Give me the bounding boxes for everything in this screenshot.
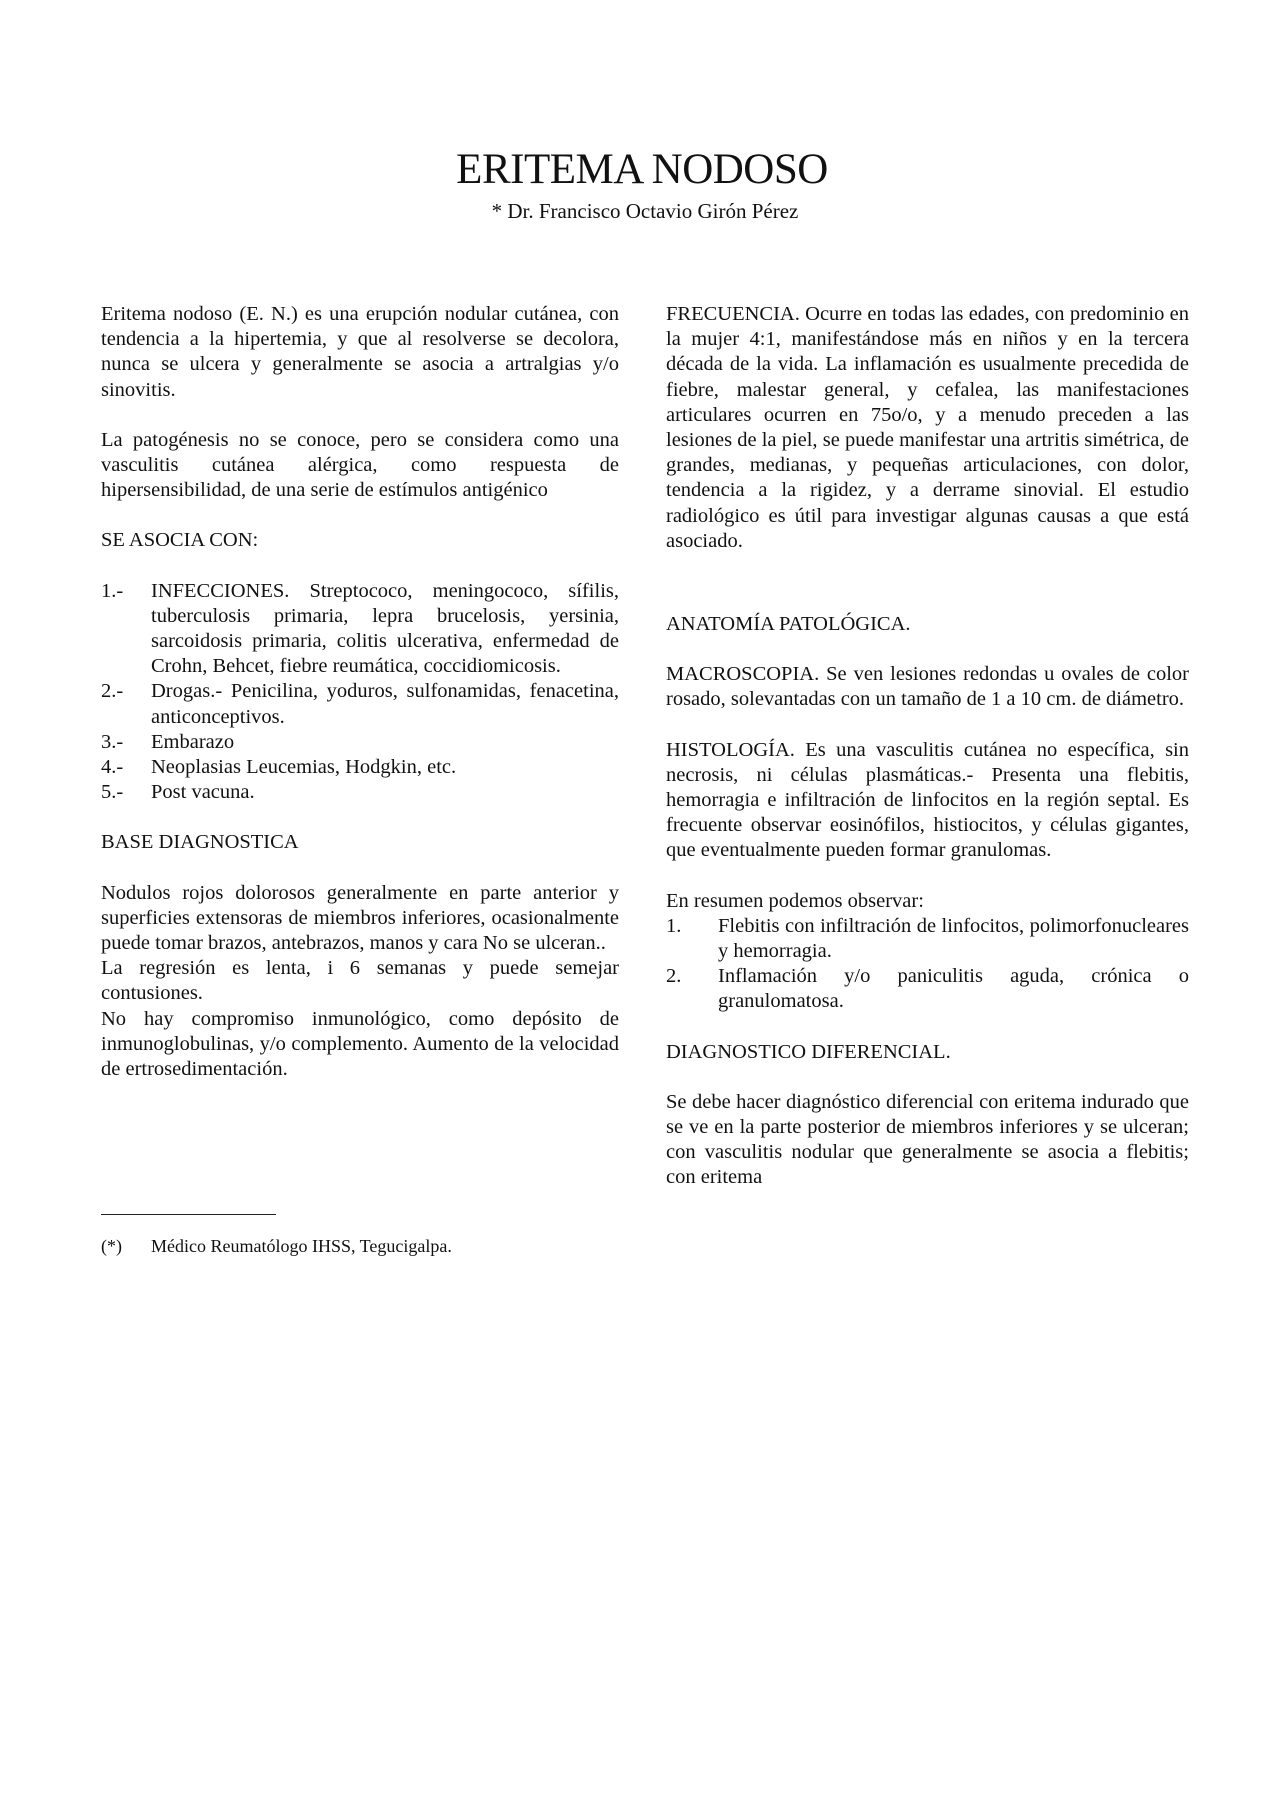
list-text: Drogas.- Penicilina, yoduros, sulfonamidas, fenacetina, anticonceptivos. xyxy=(151,680,619,728)
intro-paragraph: Eritema nodoso (E. N.) es una erupción nodular cutánea, con tendencia a la hipertemia, y que al resolverse se decolora, nunca se ulcera y generalmente se asocia a artralgias y/o sinovitis. xyxy=(101,303,619,401)
list-text: INFECCIONES. Streptococo, meningococo, sífilis, tuberculosis primaria, lepra brucelosis, yersinia, sarcoidosis primaria, colitis ulcerativa, enfermedad de Crohn, Behcet, fiebre reumática, coccidiomicosis. xyxy=(151,579,619,678)
right-column xyxy=(666,302,1189,1191)
list-item xyxy=(101,730,619,755)
list-text: Post vacuna. xyxy=(151,781,255,804)
asocia-heading: SE ASOCIA CON: xyxy=(101,529,259,552)
macroscopia-paragraph: MACROSCOPIA. Se ven lesiones redondas u ovales de color rosado, solevantadas con un tamaño de 1 a 10 cm. de diámetro. xyxy=(666,663,1189,711)
list-item xyxy=(101,780,619,805)
list-item xyxy=(101,679,619,729)
resumen-list xyxy=(666,914,1189,1015)
footnote-text: Médico Reumatólogo IHSS, Tegucigalpa. xyxy=(151,1236,452,1256)
footnote xyxy=(101,1235,452,1257)
base-paragraph-1: Nodulos rojos dolorosos generalmente en parte anterior y superficies extensoras de miembros inferiores, ocasionalmente puede tomar brazos, antebrazos, manos y cara No se ulceran.. xyxy=(101,881,619,955)
list-number: 2.- xyxy=(101,680,124,703)
resumen-intro: En resumen podemos observar: xyxy=(666,889,924,912)
diagnostico-diferencial-paragraph: Se debe hacer diagnóstico diferencial con eritema indurado que se ve en la parte posterior de miembros inferiores y se ulceran; con vasculitis nodular que generalmente se asocia a flebitis; con eritema xyxy=(666,1090,1189,1189)
left-column xyxy=(101,302,619,1082)
author-line: * Dr. Francisco Octavio Girón Pérez xyxy=(491,199,799,223)
list-item xyxy=(101,755,619,780)
base-diagnostica-heading: BASE DIAGNOSTICA xyxy=(101,831,299,854)
article-title: ERITEMA NODOSO xyxy=(456,146,828,193)
list-number: 4.- xyxy=(101,756,124,779)
list-text: Flebitis con infiltración de linfocitos, polimorfonucleares y hemorragia. xyxy=(718,914,1189,963)
histologia-paragraph: HISTOLOGÍA. Es una vasculitis cutánea no específica, sin necrosis, ni células plasmáticas.- Presenta una flebitis, hemorragia e infiltración de linfocitos en la región septal. Es frecuente observar eosinófilos, histiocitos, y células gigantes, que eventualmente pueden formar granulomas. xyxy=(666,738,1189,862)
list-text: Inflamación y/o paniculitis aguda, crónica o granulomatosa. xyxy=(718,965,1189,1013)
list-number: 2. xyxy=(666,965,682,988)
frecuencia-paragraph: FRECUENCIA. Ocurre en todas las edades, con predominio en la mujer 4:1, manifestándose más en niños y en la tercera década de la vida. La inflamación es usualmente precedida de fiebre, malestar general, y cefalea, las manifestaciones articulares ocurren en 75o/o, y a menudo preceden a las lesiones de la piel, se puede manifestar una artritis simétrica, de grandes, medianas, y pequeñas articulaciones, con dolor, tendencia a la rigidez, y a derrame sinovial. El estudio radiológico es útil para investigar algunas causas a que está asociado. xyxy=(666,303,1189,552)
list-item xyxy=(666,964,1189,1014)
base-paragraph-2: La regresión es lenta, i 6 semanas y puede semejar contusiones. xyxy=(101,957,619,1005)
list-text: Neoplasias Leucemias, Hodgkin, etc. xyxy=(151,756,457,779)
list-number: 3.- xyxy=(101,730,124,753)
list-number: 1. xyxy=(666,914,682,937)
list-number: 1.- xyxy=(101,579,124,602)
list-item xyxy=(101,579,619,680)
list-item xyxy=(666,914,1189,964)
diagnostico-diferencial-heading: DIAGNOSTICO DIFERENCIAL. xyxy=(666,1040,951,1063)
pathogenesis-paragraph: La patogénesis no se conoce, pero se considera como una vasculitis cutánea alérgica, como respuesta de hipersensibilidad, de una serie de estímulos antigénico xyxy=(101,428,619,502)
list-number: 5.- xyxy=(101,781,124,804)
base-paragraph-3: No hay compromiso inmunológico, como depósito de inmunoglobulinas, y/o complemento. Aumento de la velocidad de ertrosedimentación. xyxy=(101,1007,619,1081)
anatomia-heading: ANATOMÍA PATOLÓGICA. xyxy=(666,613,911,636)
footnote-divider xyxy=(101,1214,276,1215)
list-text: Embarazo xyxy=(151,730,235,753)
footnote-mark: (*) xyxy=(101,1236,122,1256)
asocia-list xyxy=(101,579,619,806)
